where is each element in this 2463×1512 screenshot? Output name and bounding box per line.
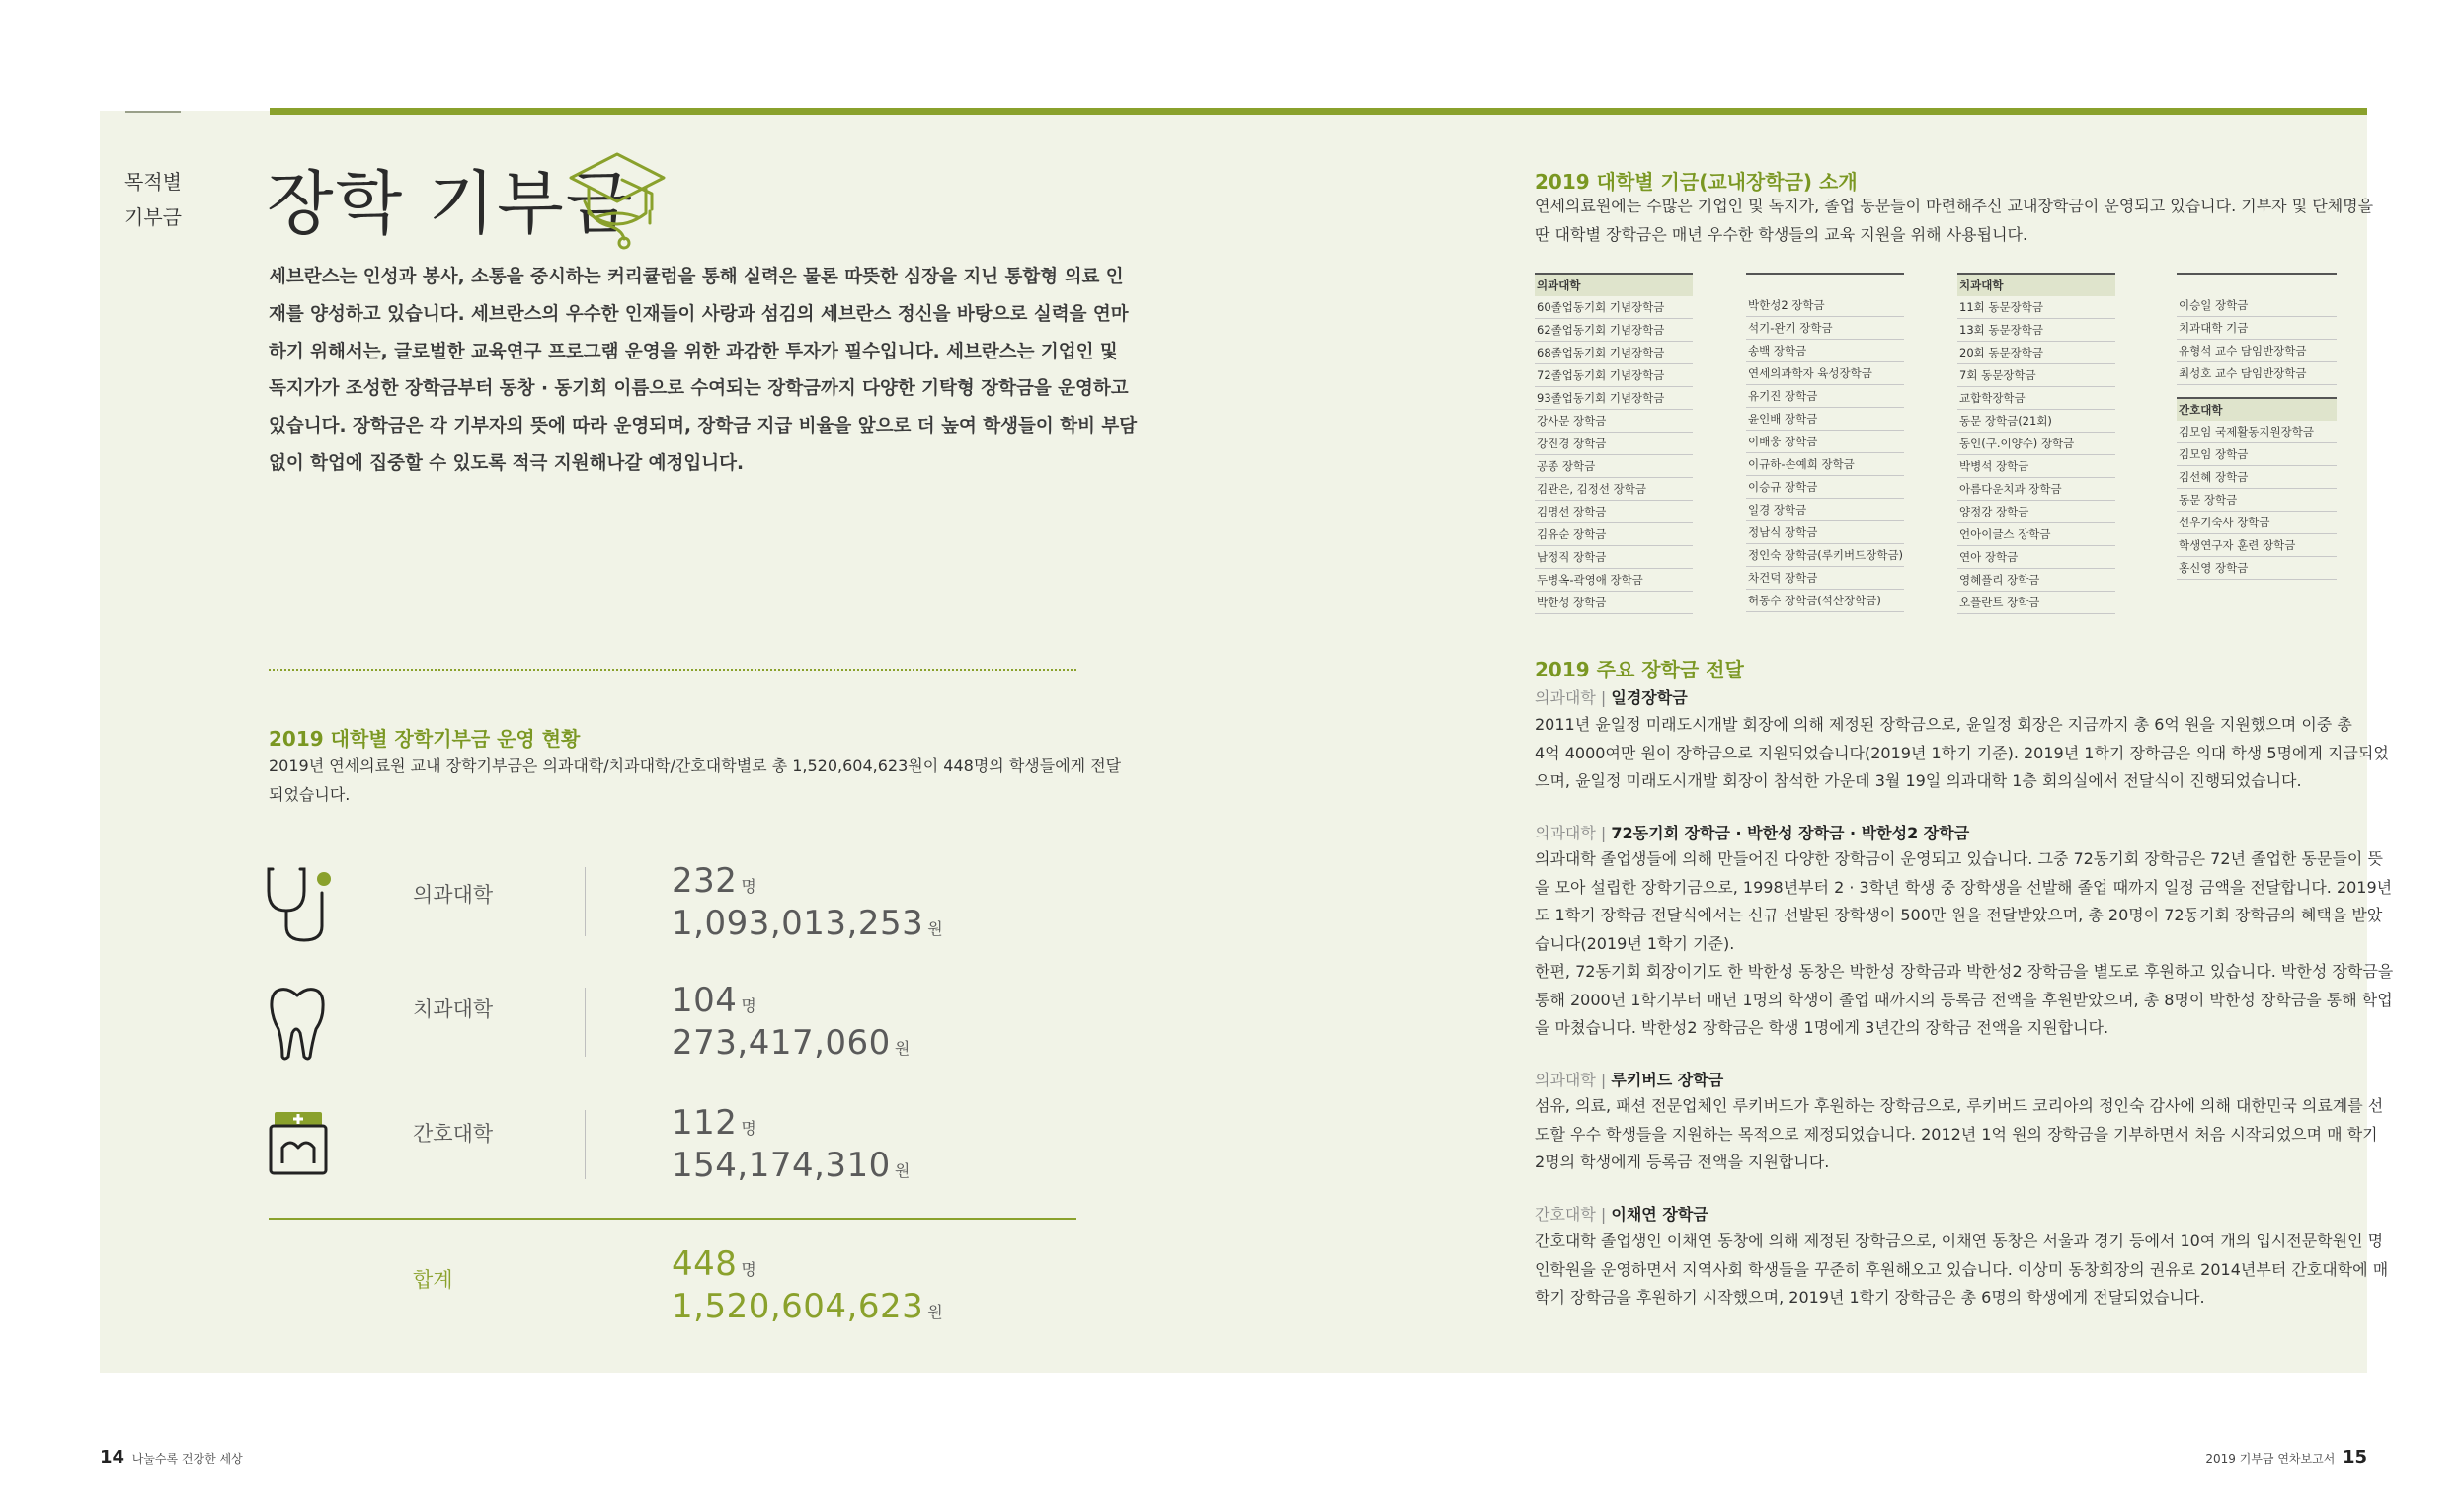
stat-count-nursing: 112 명 xyxy=(672,1103,757,1143)
list-item: 20회 동문장학금 xyxy=(1957,342,2115,364)
stat-divider xyxy=(585,867,586,936)
list-item: 박한성 장학금 xyxy=(1535,592,1693,614)
stat-label-total: 합계 xyxy=(413,1268,453,1292)
list-item: 11회 동문장학금 xyxy=(1957,296,2115,319)
list-heading xyxy=(1746,273,1904,294)
dotted-divider xyxy=(269,669,1076,671)
list-item: 석기-완기 장학금 xyxy=(1746,317,1904,340)
list-item: 박병석 장학금 xyxy=(1957,455,2115,478)
nursing-kit-icon xyxy=(267,1106,330,1177)
list-item: 최성호 교수 담임반장학금 xyxy=(2177,362,2337,385)
scholarship-list-dentistry-1 xyxy=(1957,273,2115,614)
list-item: 일경 장학금 xyxy=(1746,499,1904,521)
list-item: 학생연구자 훈련 장학금 xyxy=(2177,534,2337,557)
list-item: 김선혜 장학금 xyxy=(2177,466,2337,489)
list-item: 홍신영 장학금 xyxy=(2177,557,2337,580)
stat-amount-total: 1,520,604,623 원 xyxy=(672,1287,944,1326)
list-item: 언아이글스 장학금 xyxy=(1957,523,2115,546)
major-block-text: 2011년 윤일정 미래도시개발 회장에 의해 제정된 장학금으로, 윤일정 회장은 지금까지 총 6억 원을 지원했으며 이중 총 4억 4000여만 원이 장학금으로 지원되었습니다(2019년 1학기 기준). 2019년 1학기 장학금은 의대 학생 5명에게 지급되었 으며, 윤일정 미래도시개발 회장이 참석한 가운데 3월 19일 의과대학 1층 회의실에서 전달식이 진행되었습니다. xyxy=(1535,715,2389,790)
list-item: 송백 장학금 xyxy=(1746,340,1904,362)
list-item: 72졸업동기회 기념장학금 xyxy=(1535,364,1693,387)
stat-label-nursing: 간호대학 xyxy=(413,1122,494,1146)
list-item: 강사문 장학금 xyxy=(1535,410,1693,433)
stat-divider xyxy=(585,988,586,1057)
list-item: 정남식 장학금 xyxy=(1746,521,1904,544)
list-item: 아름다운치과 장학금 xyxy=(1957,478,2115,501)
list-item: 동인(구.이양수) 장학금 xyxy=(1957,433,2115,455)
list-item: 이승규 장학금 xyxy=(1746,476,1904,499)
list-item: 7회 동문장학금 xyxy=(1957,364,2115,387)
major-section-title: 2019 주요 장학금 전달 xyxy=(1535,658,1744,681)
tooth-icon xyxy=(269,986,326,1063)
status-section-title: 2019 대학별 장학기부금 운영 현황 xyxy=(269,727,581,751)
list-item: 오플란트 장학금 xyxy=(1957,592,2115,614)
list-item: 유기진 장학금 xyxy=(1746,385,1904,408)
total-divider xyxy=(269,1218,1076,1220)
list-item: 정인숙 장학금(루키버드장학금) xyxy=(1746,544,1904,567)
stat-count-total: 448 명 xyxy=(672,1244,757,1284)
list-item: 연세의과학자 육성장학금 xyxy=(1746,362,1904,385)
list-item: 동문 장학금(21회) xyxy=(1957,410,2115,433)
major-block-heading: 의과대학 | 72동기회 장학금 · 박한성 장학금 · 박한성2 장학금 xyxy=(1535,824,1970,842)
list-item: 치과대학 기금 xyxy=(2177,317,2337,340)
list-item: 박한성2 장학금 xyxy=(1746,294,1904,317)
list-item: 허동수 장학금(석산장학금) xyxy=(1746,590,1904,612)
list-item: 68졸업동기회 기념장학금 xyxy=(1535,342,1693,364)
list-item: 유형석 교수 담임반장학금 xyxy=(2177,340,2337,362)
major-block-heading: 간호대학 | 이채연 장학금 xyxy=(1535,1205,1708,1224)
list-item: 영혜플리 장학금 xyxy=(1957,569,2115,592)
intro-paragraph: 세브란스는 인성과 봉사, 소통을 중시하는 커리큘럼을 통해 실력은 물론 따뜻한 심장을 지닌 통합형 의료 인 재를 양성하고 있습니다. 세브란스의 우수한 인재들이 사랑과 섬김의 세브란스 정신을 바탕으로 실력을 연마 하기 위해서는, 글로벌한 교육연구 프로그램 운영을 위한 과감한 투자가 필수입니다. 세브란스는 기업인 및 독지가가 조성한 장학금부터 동창 · 동기회 이름으로 수여되는 장학금까지 다양한 기탁형 장학금을 운영하고 있습니다. 장학금은 각 기부자의 뜻에 따라 운영되며, 장학금 지급 비율을 앞으로 더 높여 학생들이 학비 부담 없이 학업에 집중할 수 있도록 적극 지원해나갈 예정입니다. xyxy=(269,267,1138,474)
stat-divider xyxy=(585,1110,586,1179)
stat-count-dentistry: 104 명 xyxy=(672,981,757,1020)
graduation-cap-icon xyxy=(563,140,672,251)
stat-label-medicine: 의과대학 xyxy=(413,883,494,907)
fund-intro-title: 2019 대학별 기금(교내장학금) 소개 xyxy=(1535,170,1858,194)
top-rule xyxy=(270,108,2367,115)
list-item: 남정직 장학금 xyxy=(1535,546,1693,569)
page-title: 장학 기부금 xyxy=(267,163,635,244)
list-item: 두병옥-곽영애 장학금 xyxy=(1535,569,1693,592)
list-item: 차건덕 장학금 xyxy=(1746,567,1904,590)
major-block-heading: 의과대학 | 일경장학금 xyxy=(1535,688,1688,707)
stat-count-medicine: 232 명 xyxy=(672,861,757,901)
status-description: 2019년 연세의료원 교내 장학기부금은 의과대학/치과대학/간호대학별로 총 1,520,604,623원이 448명의 학생들에게 전달 되었습니다. xyxy=(269,756,1122,804)
list-heading: 간호대학 xyxy=(2177,397,2337,421)
stat-amount-dentistry: 273,417,060 원 xyxy=(672,1023,911,1063)
stat-amount-medicine: 1,093,013,253 원 xyxy=(672,904,944,943)
stat-amount-nursing: 154,174,310 원 xyxy=(672,1146,911,1185)
fund-intro-description: 연세의료원에는 수많은 기업인 및 독지가, 졸업 동문들이 마련해주신 교내장학금이 운영되고 있습니다. 기부자 및 단체명을 딴 대학별 장학금은 매년 우수한 학생들의 교육 지원을 위해 사용됩니다. xyxy=(1535,197,2374,244)
list-item: 김관은, 김정선 장학금 xyxy=(1535,478,1693,501)
list-item: 공종 장학금 xyxy=(1535,455,1693,478)
stethoscope-icon xyxy=(265,865,334,944)
list-item: 윤인배 장학금 xyxy=(1746,408,1904,431)
page-number-right: 15 xyxy=(2342,1447,2367,1468)
scholarship-list-medicine-1 xyxy=(1535,273,1693,614)
list-item: 62졸업동기회 기념장학금 xyxy=(1535,319,1693,342)
list-item: 동문 장학금 xyxy=(2177,489,2337,512)
list-item: 양정강 장학금 xyxy=(1957,501,2115,523)
list-heading: 의과대학 xyxy=(1535,273,1693,296)
list-item: 이승일 장학금 xyxy=(2177,294,2337,317)
list-item: 60졸업동기회 기념장학금 xyxy=(1535,296,1693,319)
list-item: 강진경 장학금 xyxy=(1535,433,1693,455)
list-item: 13회 동문장학금 xyxy=(1957,319,2115,342)
list-item: 연아 장학금 xyxy=(1957,546,2115,569)
major-block-text: 간호대학 졸업생인 이채연 동창에 의해 제정된 장학금으로, 이채연 동창은 서울과 경기 등에서 10여 개의 입시전문학원인 명 인학원을 운영하면서 지역사회 학생들을 꾸준히 후원해오고 있습니다. 이상미 동창회장의 권유로 2014년부터 간호대학에 매 학기 장학금을 후원하기 시작했으며, 2019년 1학기 장학금은 총 6명의 학생에게 전달되었습니다. xyxy=(1535,1232,2389,1307)
list-item: 김모임 장학금 xyxy=(2177,443,2337,466)
major-block-heading: 의과대학 | 루키버드 장학금 xyxy=(1535,1071,1724,1089)
major-block-text: 의과대학 졸업생들에 의해 만들어진 다양한 장학금이 운영되고 있습니다. 그중 72동기회 장학금은 72년 졸업한 동문들이 뜻 을 모아 설립한 장학기금으로, 1998년부터 2 · 3학년 학생 중 장학생을 선발해 졸업 때까지 일정 금액을 전달합니다. 2019년 도 1학기 장학금 전달식에서는 신규 선발된 장학생이 500만 원을 전달받았으며, 총 20명이 72동기회 장학금의 혜택을 받았 습니다(2019년 1학기 기준). 한편, 72동기회 회장이기도 한 박한성 동창은 박한성 장학금과 박한성2 장학금을 별도로 후원하고 있습니다. 박한성 장학금을 통해 2000년 1학기부터 매년 1명의 학생이 졸업 때까지의 등록금 전액을 후원받았으며, 총 8명이 박한성 장학금을 통해 학업 을 마쳤습니다. 박한성2 장학금은 학생 1명에게 3년간의 장학금 전액을 지원합니다. xyxy=(1535,849,2394,1037)
footer-right: 2019 기부금 연차보고서 15 xyxy=(2205,1447,2367,1468)
scholarship-list-medicine-2 xyxy=(1746,273,1904,612)
list-item: 93졸업동기회 기념장학금 xyxy=(1535,387,1693,410)
list-item: 교합학장학금 xyxy=(1957,387,2115,410)
list-item: 김유순 장학금 xyxy=(1535,523,1693,546)
list-item: 김명선 장학금 xyxy=(1535,501,1693,523)
page-number-left: 14 xyxy=(100,1447,125,1468)
list-item: 이규하-손예희 장학금 xyxy=(1746,453,1904,476)
list-heading xyxy=(2177,273,2337,294)
stat-label-dentistry: 치과대학 xyxy=(413,997,494,1021)
scholarship-list-nursing xyxy=(2177,397,2337,580)
list-item: 김모임 국제활동지원장학금 xyxy=(2177,421,2337,443)
side-category-label: 목적별 기부금 xyxy=(124,170,182,229)
footer-left: 14 나눌수록 건강한 세상 xyxy=(100,1447,243,1468)
top-rule-short xyxy=(125,111,181,113)
major-block-text: 섬유, 의료, 패션 전문업체인 루키버드가 후원하는 장학금으로, 루키버드 코리아의 정인숙 감사에 의해 대한민국 의료계를 선 도할 우수 학생들을 지원하는 목적으로 제정되었습니다. 2012년 1억 원의 장학금을 기부하면서 처음 시작되었으며 매 학기 2명의 학생에게 등록금 전액을 지원합니다. xyxy=(1535,1096,2384,1171)
list-item: 선우기숙사 장학금 xyxy=(2177,512,2337,534)
scholarship-list-dentistry-2 xyxy=(2177,273,2337,385)
list-item: 이배웅 장학금 xyxy=(1746,431,1904,453)
list-heading: 치과대학 xyxy=(1957,273,2115,296)
